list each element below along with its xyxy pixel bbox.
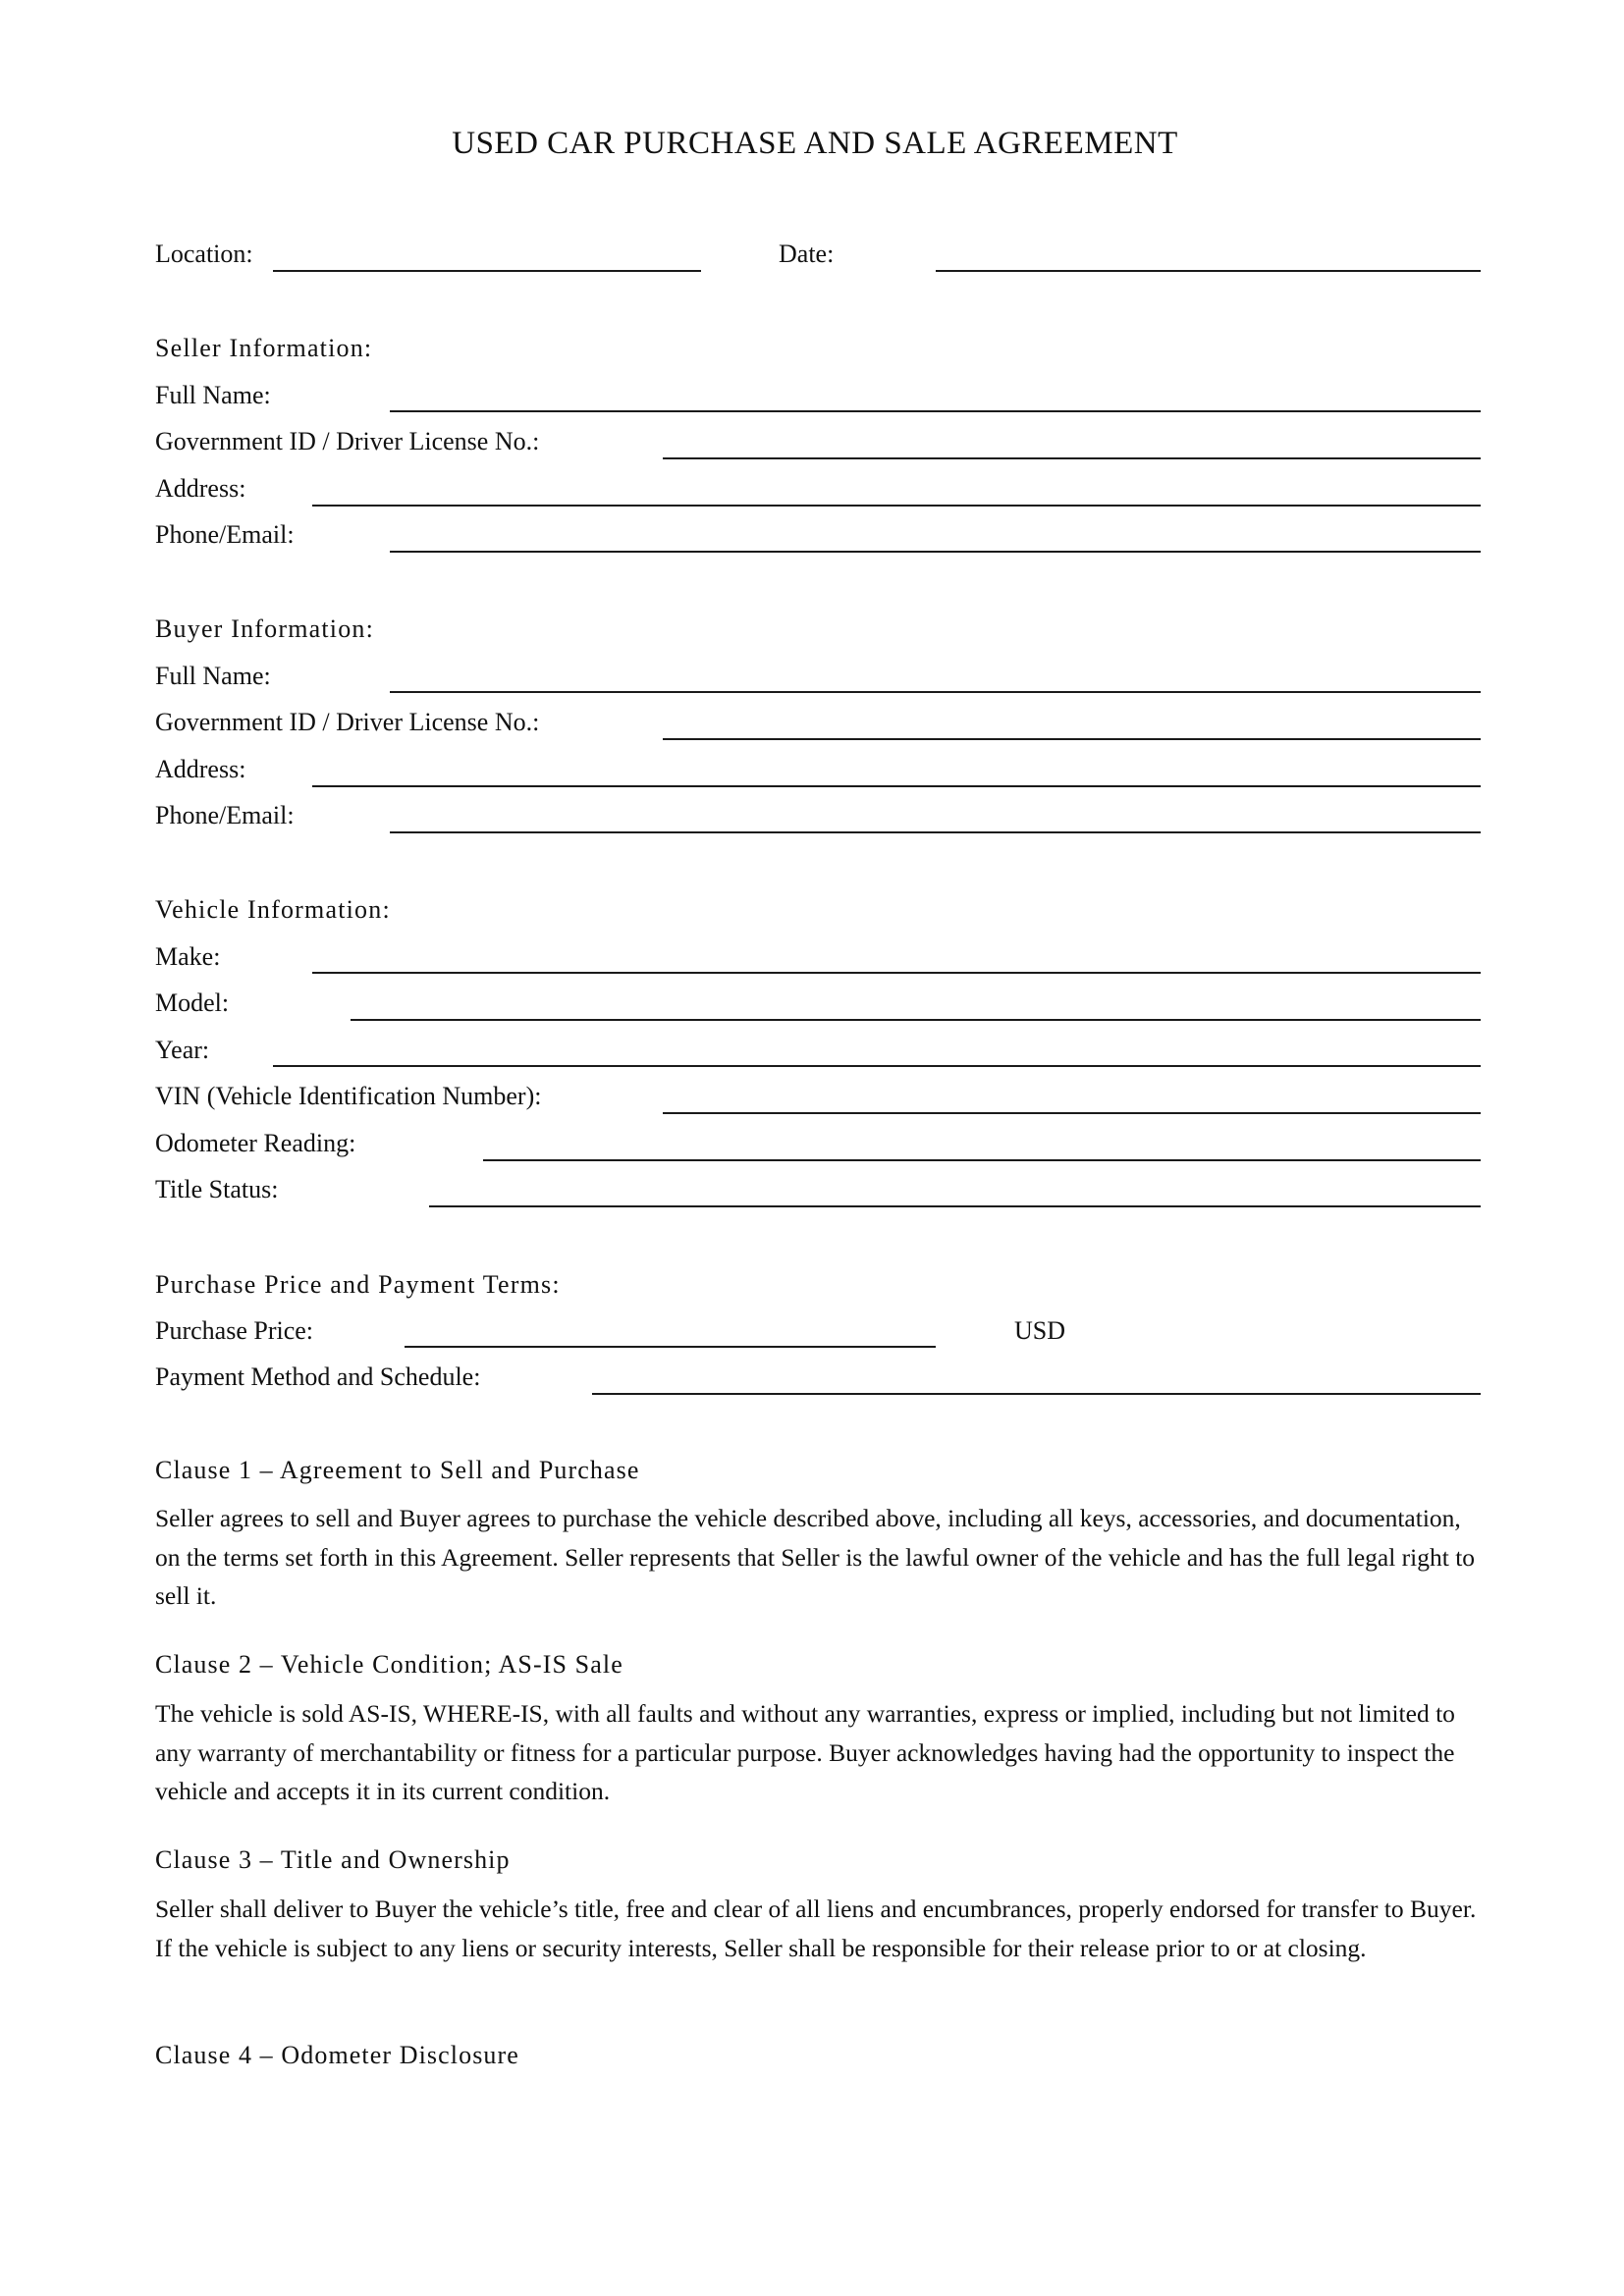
- clause-3-heading: Clause 3 – Title and Ownership: [155, 1845, 511, 1874]
- location-label: Location:: [155, 240, 253, 268]
- seller-full-name-field[interactable]: [390, 410, 1481, 412]
- clause-2-body: The vehicle is sold AS-IS, WHERE-IS, with all faults and without any warranties, express or implied, including but not limited to any warranty of merchantability or fitness for a particular purpose. Buyer acknowledges having had the opportunity to inspect the vehicle and accepts it in its current condition.: [155, 1699, 1455, 1805]
- vehicle-model-label: Model:: [155, 988, 230, 1017]
- clause-3-body: Seller shall deliver to Buyer the vehicle’s title, free and clear of all liens and encumbrances, properly endorsed for transfer to Buyer. If the vehicle is subject to any liens or security interests, Seller shall be responsible for their release prior to or at closing.: [155, 1895, 1477, 1962]
- clause-1-heading: Clause 1 – Agreement to Sell and Purchase: [155, 1456, 640, 1484]
- seller-phone-email-field[interactable]: [390, 551, 1481, 553]
- vehicle-year-field[interactable]: [273, 1065, 1481, 1067]
- location-field[interactable]: [273, 270, 701, 272]
- payment-method-label: Payment Method and Schedule:: [155, 1362, 481, 1391]
- clause-2-heading: Clause 2 – Vehicle Condition; AS-IS Sale: [155, 1650, 623, 1679]
- seller-section-heading: Seller Information:: [155, 334, 373, 362]
- buyer-full-name-label: Full Name:: [155, 662, 271, 690]
- buyer-phone-email-field[interactable]: [390, 831, 1481, 833]
- buyer-address-field[interactable]: [312, 785, 1481, 787]
- buyer-full-name-field[interactable]: [390, 691, 1481, 693]
- vehicle-title-status-label: Title Status:: [155, 1175, 279, 1203]
- vehicle-vin-field[interactable]: [663, 1112, 1481, 1114]
- clause-1-body: Seller agrees to sell and Buyer agrees to purchase the vehicle described above, including all keys, accessories, and documentation, on the terms set forth in this Agreement. Seller represents that Seller is the lawful owner of the vehicle and has the full legal right to sell it.: [155, 1504, 1476, 1610]
- payment-method-field[interactable]: [592, 1393, 1481, 1395]
- purchase-price-field[interactable]: [405, 1346, 936, 1348]
- seller-gov-id-label: Government ID / Driver License No.:: [155, 427, 540, 455]
- document-title: USED CAR PURCHASE AND SALE AGREEMENT: [452, 126, 1178, 161]
- seller-address-label: Address:: [155, 474, 246, 503]
- seller-phone-email-label: Phone/Email:: [155, 520, 295, 549]
- seller-gov-id-field[interactable]: [663, 457, 1481, 459]
- vehicle-title-status-field[interactable]: [429, 1205, 1481, 1207]
- vehicle-make-label: Make:: [155, 942, 221, 971]
- vehicle-odometer-label: Odometer Reading:: [155, 1129, 356, 1157]
- buyer-gov-id-label: Government ID / Driver License No.:: [155, 708, 540, 736]
- purchase-price-label: Purchase Price:: [155, 1316, 314, 1345]
- vehicle-model-field[interactable]: [351, 1019, 1481, 1021]
- vehicle-vin-label: VIN (Vehicle Identification Number):: [155, 1082, 542, 1110]
- clause-4-heading: Clause 4 – Odometer Disclosure: [155, 2041, 519, 2069]
- buyer-section-heading: Buyer Information:: [155, 614, 375, 643]
- buyer-phone-email-label: Phone/Email:: [155, 801, 295, 829]
- vehicle-odometer-field[interactable]: [483, 1159, 1481, 1161]
- seller-full-name-label: Full Name:: [155, 381, 271, 409]
- buyer-gov-id-field[interactable]: [663, 738, 1481, 740]
- date-field[interactable]: [936, 270, 1481, 272]
- buyer-address-label: Address:: [155, 755, 246, 783]
- date-label: Date:: [779, 240, 835, 268]
- vehicle-year-label: Year:: [155, 1036, 210, 1064]
- payment-section-heading: Purchase Price and Payment Terms:: [155, 1270, 561, 1299]
- seller-address-field[interactable]: [312, 505, 1481, 507]
- vehicle-make-field[interactable]: [312, 972, 1481, 974]
- vehicle-section-heading: Vehicle Information:: [155, 895, 391, 924]
- currency-label: USD: [1014, 1316, 1066, 1345]
